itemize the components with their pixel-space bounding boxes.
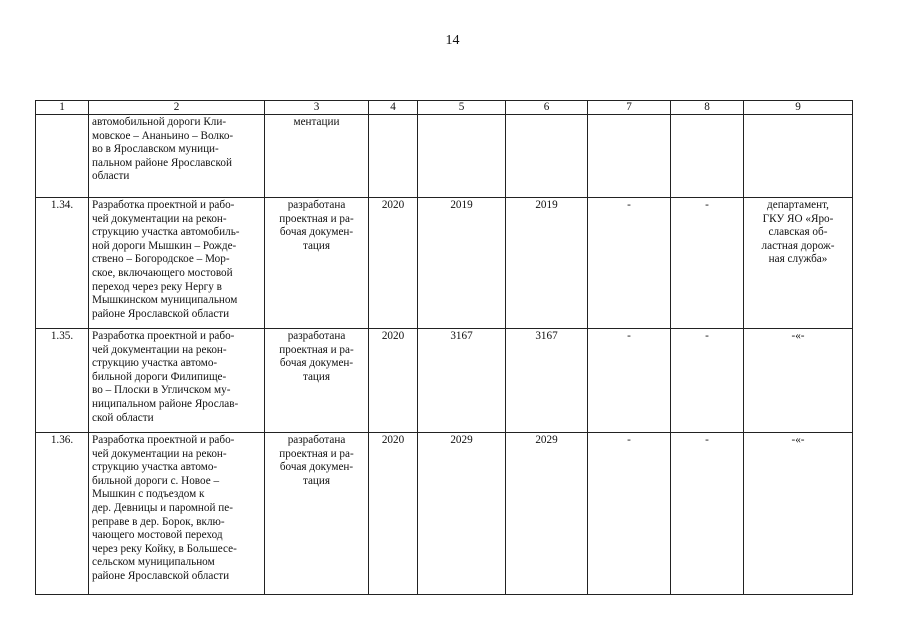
header-col-9: 9 bbox=[744, 101, 853, 115]
row-result: разработана проектная и ра- бочая докумен- тация bbox=[279, 199, 354, 252]
row-number: 1.34. bbox=[36, 198, 89, 329]
row-executor: -«- bbox=[791, 434, 805, 446]
row-result: разработана проектная и ра- бочая докумен- тация bbox=[279, 434, 354, 487]
row-col8 bbox=[671, 115, 744, 198]
table-row bbox=[36, 433, 853, 595]
row-col7: - bbox=[588, 329, 671, 433]
header-col-3: 3 bbox=[265, 101, 369, 115]
row-col7 bbox=[588, 115, 671, 198]
row-name: автомобильной дороги Кли- мовское – Ананьино – Волко- во в Ярославском муници- пальном районе Ярославской области bbox=[92, 116, 234, 183]
row-number: 1.36. bbox=[36, 433, 89, 595]
row-number bbox=[36, 115, 89, 198]
row-year: 2020 bbox=[369, 329, 418, 433]
header-col-8: 8 bbox=[671, 101, 744, 115]
header-col-5: 5 bbox=[418, 101, 506, 115]
row-name: Разработка проектной и рабо- чей документации на рекон- струкцию участка автомобиль- ной дороги Мышкин – Рожде- ствено – Богородское – Мор- ское, включающего мостовой переход через реку Нергу в Мышкинском муниципальном районе Ярославской области bbox=[92, 199, 240, 320]
row-col5 bbox=[418, 115, 506, 198]
header-col-6: 6 bbox=[506, 101, 588, 115]
header-col-1: 1 bbox=[36, 101, 89, 115]
row-executor: -«- bbox=[791, 330, 805, 342]
header-row bbox=[36, 101, 853, 115]
row-year bbox=[369, 115, 418, 198]
row-number: 1.35. bbox=[36, 329, 89, 433]
table-row bbox=[36, 115, 853, 198]
row-result: разработана проектная и ра- бочая докумен- тация bbox=[279, 330, 354, 383]
row-col5: 2019 bbox=[418, 198, 506, 329]
row-col6 bbox=[506, 115, 588, 198]
row-name: Разработка проектной и рабо- чей документации на рекон- струкцию участка автомо- бильной дороги Филипище- во – Плоски в Угличском му- ниципальном районе Ярослав- ской области bbox=[92, 330, 239, 424]
row-col6: 3167 bbox=[506, 329, 588, 433]
row-col5: 2029 bbox=[418, 433, 506, 595]
row-col8: - bbox=[671, 329, 744, 433]
row-col6: 2029 bbox=[506, 433, 588, 595]
header-col-2: 2 bbox=[89, 101, 265, 115]
row-col6: 2019 bbox=[506, 198, 588, 329]
table-row bbox=[36, 329, 853, 433]
header-col-7: 7 bbox=[588, 101, 671, 115]
row-col8: - bbox=[671, 198, 744, 329]
header-col-4: 4 bbox=[369, 101, 418, 115]
row-year: 2020 bbox=[369, 198, 418, 329]
row-name: Разработка проектной и рабо- чей документации на рекон- струкцию участка автомо- бильной дороги с. Новое – Мышкин с подъездом к дер. Девницы и паромной пе- реправе в дер. Борок, вклю- чающего мостовой переход через реку Койку, в Большесе- сельском муниципальном районе Ярославской области bbox=[92, 434, 237, 582]
row-result: ментации bbox=[293, 116, 340, 128]
table-row bbox=[36, 198, 853, 329]
row-executor: департамент, ГКУ ЯО «Яро- славская об- ластная дорож- ная служба» bbox=[761, 199, 835, 266]
row-col8: - bbox=[671, 433, 744, 595]
row-col7: - bbox=[588, 198, 671, 329]
row-col7: - bbox=[588, 433, 671, 595]
data-table bbox=[35, 100, 853, 595]
row-col5: 3167 bbox=[418, 329, 506, 433]
row-year: 2020 bbox=[369, 433, 418, 595]
page-number: 14 bbox=[445, 33, 460, 48]
